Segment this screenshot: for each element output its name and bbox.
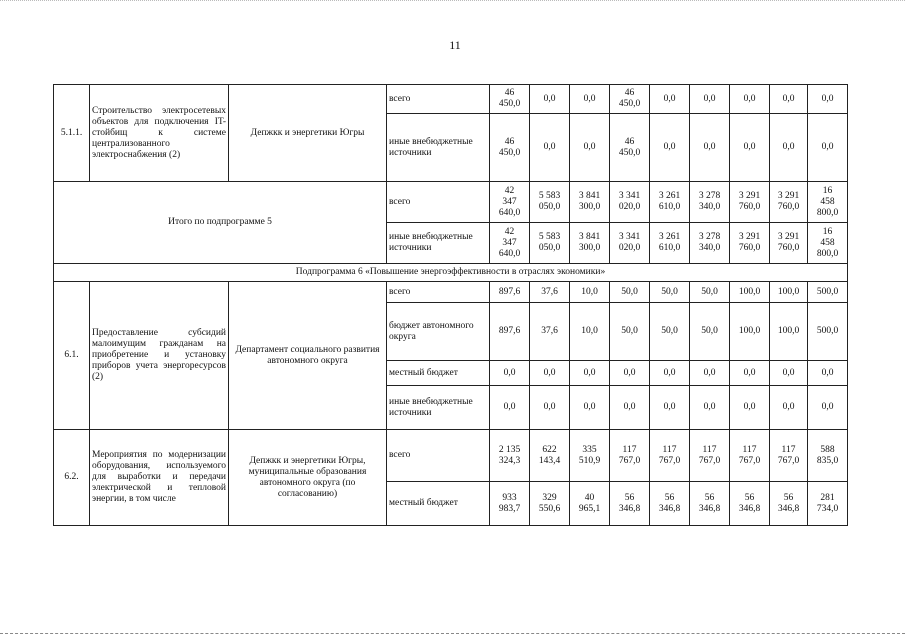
row-executor: Депжкк и энергетики Югры, муниципальные образования автономного округа (по согласованию) (229, 430, 387, 526)
source-label: всего (387, 85, 490, 114)
value-cell: 0,0 (770, 85, 808, 114)
value-cell: 56 346,8 (690, 482, 730, 526)
value-cell: 3 291 760,0 (770, 182, 808, 223)
value-cell: 50,0 (650, 282, 690, 303)
row-code: 6.1. (54, 282, 90, 430)
source-label: местный бюджет (387, 482, 490, 526)
value-cell: 50,0 (690, 282, 730, 303)
value-cell: 0,0 (650, 114, 690, 182)
source-label: иные внебюджетные источники (387, 386, 490, 430)
value-cell: 3 341 020,0 (610, 223, 650, 264)
source-label: всего (387, 182, 490, 223)
value-cell: 0,0 (610, 386, 650, 430)
row-name: Предоставление субсидий малоимущим гражданам на приобретение и установку приборов учета энергоресурсов (2) (90, 282, 229, 430)
value-cell: 37,6 (530, 282, 570, 303)
row-name: Строительство электросетевых объектов для подключения IT-стойбищ к системе централизованного электроснабжения (2) (90, 85, 229, 182)
value-cell: 329 550,6 (530, 482, 570, 526)
value-cell: 0,0 (770, 386, 808, 430)
section-title: Подпрограмма 6 «Повышение энергоэффективности в отраслях экономики» (54, 264, 848, 282)
value-cell: 0,0 (690, 386, 730, 430)
value-cell: 897,6 (490, 303, 530, 361)
page-number: 11 (449, 38, 461, 52)
source-label: всего (387, 282, 490, 303)
value-cell: 0,0 (530, 361, 570, 386)
value-cell: 42 347 640,0 (490, 182, 530, 223)
value-cell: 0,0 (808, 361, 848, 386)
value-cell: 0,0 (650, 386, 690, 430)
source-label: иные внебюджетные источники (387, 223, 490, 264)
value-cell: 0,0 (690, 114, 730, 182)
value-cell: 46 450,0 (490, 114, 530, 182)
value-cell: 117 767,0 (610, 430, 650, 482)
value-cell: 0,0 (530, 85, 570, 114)
value-cell: 56 346,8 (650, 482, 690, 526)
value-cell: 588 835,0 (808, 430, 848, 482)
value-cell: 37,6 (530, 303, 570, 361)
value-cell: 0,0 (690, 85, 730, 114)
value-cell: 50,0 (610, 282, 650, 303)
value-cell: 0,0 (570, 85, 610, 114)
value-cell: 3 291 760,0 (730, 223, 770, 264)
value-cell: 0,0 (570, 361, 610, 386)
value-cell: 42 347 640,0 (490, 223, 530, 264)
value-cell: 5 583 050,0 (530, 182, 570, 223)
value-cell: 100,0 (770, 303, 808, 361)
value-cell: 10,0 (570, 282, 610, 303)
value-cell: 0,0 (808, 114, 848, 182)
value-cell: 0,0 (650, 361, 690, 386)
table-row (54, 182, 848, 223)
source-label: всего (387, 430, 490, 482)
value-cell: 3 278 340,0 (690, 223, 730, 264)
value-cell: 100,0 (770, 282, 808, 303)
value-cell: 3 291 760,0 (730, 182, 770, 223)
subtotal-label: Итого по подпрограмме 5 (54, 182, 387, 264)
value-cell: 100,0 (730, 303, 770, 361)
scan-top-edge (0, 0, 905, 3)
value-cell: 16 458 800,0 (808, 182, 848, 223)
value-cell: 281 734,0 (808, 482, 848, 526)
value-cell: 0,0 (530, 114, 570, 182)
value-cell: 117 767,0 (650, 430, 690, 482)
value-cell: 117 767,0 (730, 430, 770, 482)
value-cell: 5 583 050,0 (530, 223, 570, 264)
value-cell: 3 841 300,0 (570, 223, 610, 264)
source-label: бюджет автономного округа (387, 303, 490, 361)
value-cell: 0,0 (530, 386, 570, 430)
value-cell: 933 983,7 (490, 482, 530, 526)
value-cell: 46 450,0 (610, 85, 650, 114)
value-cell: 500,0 (808, 282, 848, 303)
value-cell: 46 450,0 (610, 114, 650, 182)
value-cell: 3 291 760,0 (770, 223, 808, 264)
value-cell: 56 346,8 (610, 482, 650, 526)
row-code: 5.1.1. (54, 85, 90, 182)
source-label: иные внебюджетные источники (387, 114, 490, 182)
value-cell: 100,0 (730, 282, 770, 303)
row-name: Мероприятия по модернизации оборудования, используемого для выработки и передачи электрической и тепловой энергии, в том числе (90, 430, 229, 526)
value-cell: 897,6 (490, 282, 530, 303)
value-cell: 56 346,8 (770, 482, 808, 526)
value-cell: 0,0 (490, 361, 530, 386)
table-row (54, 85, 848, 114)
value-cell: 0,0 (650, 85, 690, 114)
value-cell: 0,0 (808, 85, 848, 114)
value-cell: 0,0 (770, 114, 808, 182)
value-cell: 0,0 (490, 386, 530, 430)
value-cell: 2 135 324,3 (490, 430, 530, 482)
scan-bottom-edge (0, 633, 905, 636)
value-cell: 3 261 610,0 (650, 182, 690, 223)
value-cell: 40 965,1 (570, 482, 610, 526)
value-cell: 500,0 (808, 303, 848, 361)
value-cell: 3 261 610,0 (650, 223, 690, 264)
value-cell: 622 143,4 (530, 430, 570, 482)
table-row (54, 282, 848, 303)
value-cell: 46 450,0 (490, 85, 530, 114)
value-cell: 0,0 (770, 361, 808, 386)
table-row (54, 264, 848, 282)
row-executor: Департамент социального развития автономного округа (229, 282, 387, 430)
value-cell: 3 341 020,0 (610, 182, 650, 223)
value-cell: 0,0 (610, 361, 650, 386)
value-cell: 10,0 (570, 303, 610, 361)
value-cell: 50,0 (650, 303, 690, 361)
value-cell: 3 841 300,0 (570, 182, 610, 223)
row-executor: Депжкк и энергетики Югры (229, 85, 387, 182)
value-cell: 0,0 (730, 361, 770, 386)
value-cell: 0,0 (690, 361, 730, 386)
value-cell: 0,0 (570, 386, 610, 430)
value-cell: 0,0 (730, 114, 770, 182)
value-cell: 335 510,9 (570, 430, 610, 482)
value-cell: 117 767,0 (690, 430, 730, 482)
value-cell: 0,0 (570, 114, 610, 182)
value-cell: 0,0 (808, 386, 848, 430)
value-cell: 3 278 340,0 (690, 182, 730, 223)
row-code: 6.2. (54, 430, 90, 526)
table-row (54, 430, 848, 482)
value-cell: 0,0 (730, 386, 770, 430)
value-cell: 0,0 (730, 85, 770, 114)
value-cell: 117 767,0 (770, 430, 808, 482)
budget-table (53, 84, 848, 526)
value-cell: 50,0 (690, 303, 730, 361)
source-label: местный бюджет (387, 361, 490, 386)
value-cell: 50,0 (610, 303, 650, 361)
value-cell: 56 346,8 (730, 482, 770, 526)
value-cell: 16 458 800,0 (808, 223, 848, 264)
